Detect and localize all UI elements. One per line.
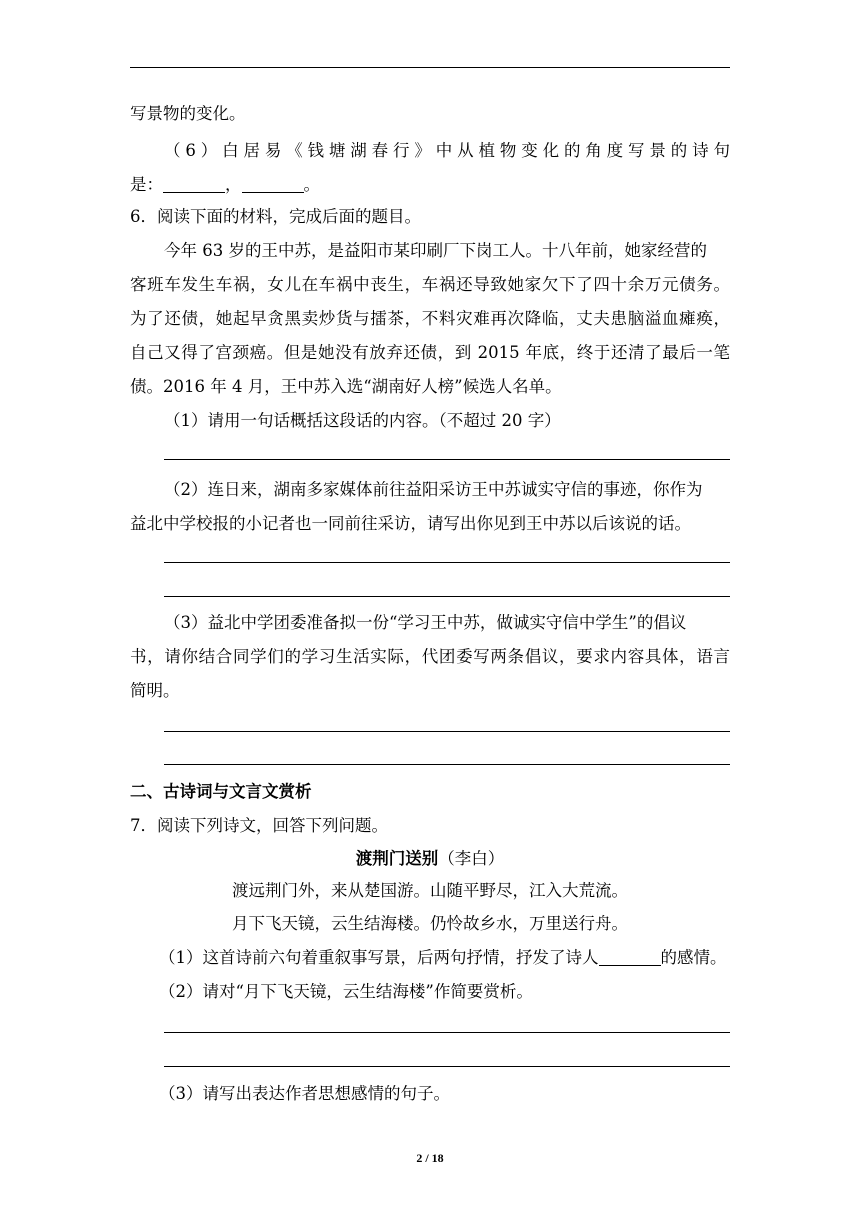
q6-title: 6．阅读下面的材料，完成后面的题目。 <box>130 207 421 226</box>
q7-sub1 <box>159 947 727 969</box>
q6-sub2-line2: 益北中学校报的小记者也一同前往采访，请写出你见到王中苏以后该说的话。 <box>130 514 691 533</box>
q5-6-line1: （6）白居易《钱塘湖春行》中从植物变化的角度写景的诗句 <box>164 141 730 160</box>
section-heading: 二、古诗词与文言文赏析 <box>130 782 312 801</box>
q6-sub3-line3: 简明。 <box>130 681 180 700</box>
passage-line: 为了还债，她起早贪黑卖炒货与擂茶，不料灾难再次降临，丈夫患脑溢血瘫痪， <box>130 309 730 328</box>
answer-line[interactable] <box>164 459 730 460</box>
poem-heading <box>0 848 860 870</box>
q7-sub1-suffix: 的感情。 <box>660 948 727 967</box>
answer-line[interactable] <box>164 764 730 765</box>
q7-title: 7．阅读下列诗文，回答下列问题。 <box>130 816 388 835</box>
header-rule <box>130 67 730 68</box>
q6-sub1: （1）请用一句话概括这段话的内容。（不超过 20 字） <box>164 411 561 430</box>
answer-line[interactable] <box>164 562 730 563</box>
poem-author: （李白） <box>438 849 505 868</box>
q5-6-sep: ， <box>225 175 242 194</box>
answer-line[interactable] <box>164 731 730 732</box>
q7-sub3: （3）请写出表达作者思想感情的句子。 <box>159 1084 450 1103</box>
q7-sub2: （2）请对“月下飞天镜，云生结海楼”作简要赏析。 <box>159 982 533 1001</box>
q5-6-line2 <box>130 174 320 196</box>
continued-text: 写景物的变化。 <box>130 104 246 123</box>
passage-line: 客班车发生车祸，女儿在车祸中丧生，车祸还导致她家欠下了四十余万元债务。 <box>130 275 730 294</box>
answer-line[interactable] <box>164 1032 730 1033</box>
fill-blank[interactable] <box>242 176 304 193</box>
page-number: 2 / 18 <box>416 1151 444 1165</box>
q6-sub3-line1: （3）益北中学团委准备拟一份“学习王中苏，做诚实守信中学生”的倡议 <box>164 613 687 632</box>
q6-sub3-line2: 书，请你结合同学们的学习生活实际，代团委写两条倡议，要求内容具体，语言 <box>130 647 730 666</box>
passage-line: 自己又得了宫颈癌。但是她没有放弃还债，到 2015 年底，终于还清了最后一笔 <box>130 343 730 362</box>
passage-line: 债。2016 年 4 月，王中苏入选“湖南好人榜”候选人名单。 <box>130 377 562 396</box>
answer-line[interactable] <box>164 1066 730 1067</box>
q5-6-end: 。 <box>303 175 320 194</box>
passage-line: 今年 63 岁的王中苏，是益阳市某印刷厂下岗工人。十八年前，她家经营的 <box>164 241 707 260</box>
poem-line: 渡远荆门外，来从楚国游。山随平野尽，江入大荒流。 <box>232 881 628 900</box>
q5-6-prefix: 是： <box>130 175 163 194</box>
poem-title: 渡荆门送别 <box>355 849 439 868</box>
poem-line: 月下飞天镜，云生结海楼。仍怜故乡水，万里送行舟。 <box>232 914 628 933</box>
answer-line[interactable] <box>164 596 730 597</box>
fill-blank[interactable] <box>599 949 661 966</box>
q6-sub2-line1: （2）连日来，湖南多家媒体前往益阳采访王中苏诚实守信的事迹，你作为 <box>164 480 703 499</box>
q7-sub1-prefix: （1）这首诗前六句着重叙事写景，后两句抒情，抒发了诗人 <box>159 948 599 967</box>
fill-blank[interactable] <box>163 176 225 193</box>
